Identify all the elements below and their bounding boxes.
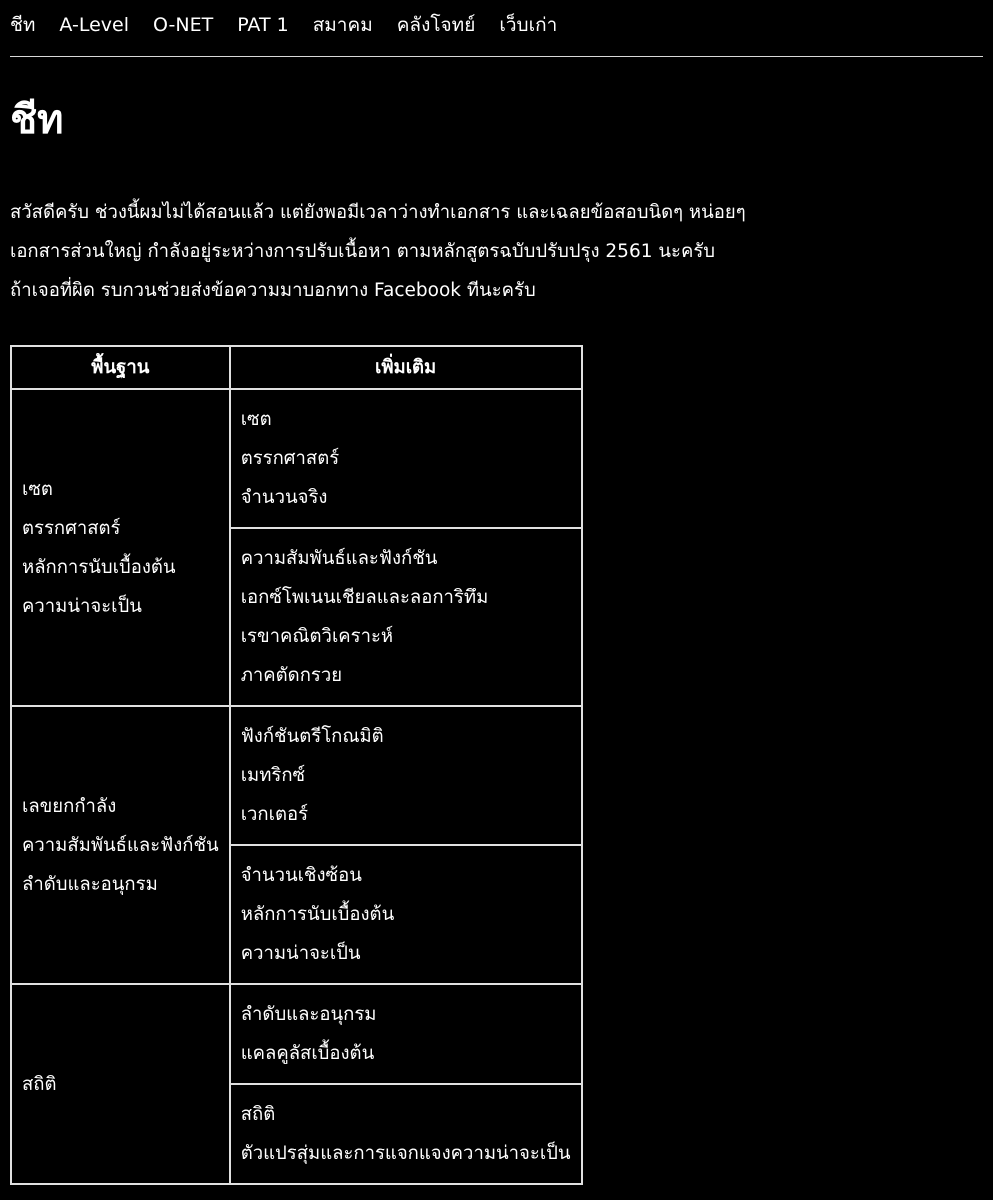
extra-topics-cell — [230, 706, 582, 845]
nav-link-a-level[interactable]: A-Level — [59, 14, 130, 36]
extra-topic: ความสัมพันธ์และฟังก์ชัน — [240, 548, 438, 569]
extra-topic: เวกเตอร์ — [240, 804, 309, 825]
basic-topic: ตรรกศาสตร์ — [22, 517, 121, 539]
extra-topic: เอกซ์โพเนนเชียลและลอการิทึม — [240, 587, 489, 608]
basic-topics-cell — [11, 389, 230, 706]
basic-topics-cell — [11, 984, 230, 1184]
curriculum-table — [10, 345, 583, 1185]
extra-topics-cell — [230, 845, 582, 984]
basic-topic: ความน่าจะเป็น — [22, 595, 142, 617]
basic-topic: เลขยกกำลัง — [22, 795, 117, 817]
column-header-extra: เพิ่มเติม — [230, 346, 582, 389]
column-header-basic: พื้นฐาน — [11, 346, 230, 389]
extra-topic: ฟังก์ชันตรีโกณมิติ — [240, 726, 384, 747]
extra-topic: ภาคตัดกรวย — [240, 665, 343, 686]
extra-topic: เมทริกซ์ — [240, 765, 306, 786]
extra-topic: เรขาคณิตวิเคราะห์ — [240, 626, 394, 647]
intro-text — [10, 193, 970, 310]
extra-topic: หลักการนับเบื้องต้น — [240, 904, 395, 925]
nav-link-problem-bank[interactable]: คลังโจทย์ — [396, 14, 476, 36]
extra-topics-cell — [230, 528, 582, 706]
table-row — [11, 706, 582, 845]
extra-topic: ลำดับและอนุกรม — [240, 1004, 377, 1025]
table-row — [11, 984, 582, 1084]
extra-topic: ตัวแปรสุ่มและการแจกแจงความน่าจะเป็น — [240, 1143, 571, 1164]
extra-topics-cell — [230, 1084, 582, 1184]
basic-topic: เซต — [22, 478, 53, 500]
basic-topic: ความสัมพันธ์และฟังก์ชัน — [22, 834, 219, 856]
nav-link-sheets[interactable]: ชีท — [10, 14, 36, 36]
intro-line: สวัสดีครับ ช่วงนี้ผมไม่ได้สอนแล้ว แต่ยังพอมีเวลาว่างทำเอกสาร และเฉลยข้อสอบนิดๆ หน่อยๆ — [10, 202, 746, 223]
top-nav — [10, 8, 983, 42]
extra-topic: ความน่าจะเป็น — [240, 943, 361, 964]
extra-topic: จำนวนเชิงซ้อน — [240, 865, 362, 886]
extra-topic: เซต — [240, 409, 272, 430]
basic-topic: หลักการนับเบื้องต้น — [22, 556, 176, 578]
nav-divider — [10, 56, 983, 57]
extra-topics-cell — [230, 984, 582, 1084]
nav-link-old-site[interactable]: เว็บเก่า — [499, 14, 558, 36]
extra-topic: สถิติ — [240, 1104, 276, 1125]
page-title: ชีท — [10, 97, 64, 143]
table-header-row — [11, 346, 582, 389]
table-row — [11, 389, 582, 528]
extra-topics-cell — [230, 389, 582, 528]
nav-link-o-net[interactable]: O-NET — [153, 14, 214, 36]
basic-topic: ลำดับและอนุกรม — [22, 873, 158, 895]
extra-topic: แคลคูลัสเบื้องต้น — [240, 1043, 375, 1064]
intro-line: ถ้าเจอที่ผิด รบกวนช่วยส่งข้อความมาบอกทาง Facebook ทีนะครับ — [10, 280, 536, 301]
nav-link-pat1[interactable]: PAT 1 — [237, 14, 289, 36]
nav-link-association[interactable]: สมาคม — [312, 14, 373, 36]
extra-topic: จำนวนจริง — [240, 487, 328, 508]
extra-topic: ตรรกศาสตร์ — [240, 448, 340, 469]
intro-line: เอกสารส่วนใหญ่ กำลังอยู่ระหว่างการปรับเนื้อหา ตามหลักสูตรฉบับปรับปรุง 2561 นะครับ — [10, 241, 716, 262]
basic-topic: สถิติ — [22, 1073, 57, 1095]
basic-topics-cell — [11, 706, 230, 984]
